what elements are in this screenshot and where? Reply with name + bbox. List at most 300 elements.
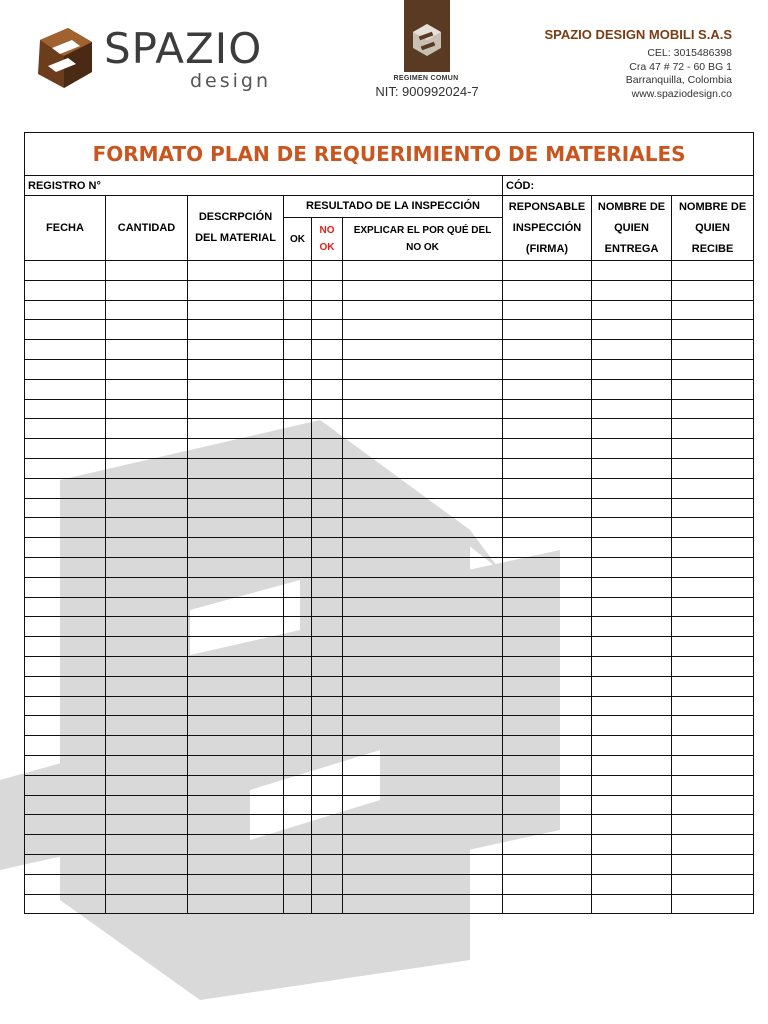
form-cell[interactable] <box>592 894 672 914</box>
form-cell[interactable] <box>343 597 503 617</box>
form-cell[interactable] <box>503 577 592 597</box>
form-cell[interactable] <box>592 320 672 340</box>
form-cell[interactable] <box>106 320 188 340</box>
form-cell[interactable] <box>592 359 672 379</box>
form-cell[interactable] <box>25 894 106 914</box>
form-cell[interactable] <box>284 261 312 281</box>
form-cell[interactable] <box>343 359 503 379</box>
form-cell[interactable] <box>188 854 284 874</box>
form-cell[interactable] <box>284 696 312 716</box>
form-cell[interactable] <box>672 577 754 597</box>
form-cell[interactable] <box>672 775 754 795</box>
form-cell[interactable] <box>106 854 188 874</box>
form-cell[interactable] <box>343 458 503 478</box>
form-cell[interactable] <box>592 795 672 815</box>
form-cell[interactable] <box>106 676 188 696</box>
form-cell[interactable] <box>672 518 754 538</box>
form-cell[interactable] <box>592 518 672 538</box>
form-cell[interactable] <box>503 498 592 518</box>
form-cell[interactable] <box>106 280 188 300</box>
form-cell[interactable] <box>312 617 343 637</box>
form-cell[interactable] <box>503 656 592 676</box>
form-cell[interactable] <box>284 498 312 518</box>
form-cell[interactable] <box>188 676 284 696</box>
form-cell[interactable] <box>284 716 312 736</box>
form-cell[interactable] <box>343 775 503 795</box>
form-cell[interactable] <box>284 478 312 498</box>
form-cell[interactable] <box>312 656 343 676</box>
form-cell[interactable] <box>343 617 503 637</box>
form-cell[interactable] <box>106 815 188 835</box>
form-cell[interactable] <box>25 320 106 340</box>
form-cell[interactable] <box>343 379 503 399</box>
form-cell[interactable] <box>25 399 106 419</box>
form-cell[interactable] <box>25 637 106 657</box>
form-cell[interactable] <box>503 300 592 320</box>
table-row <box>25 340 754 360</box>
form-cell[interactable] <box>188 538 284 558</box>
form-cell[interactable] <box>284 359 312 379</box>
form-cell[interactable] <box>503 399 592 419</box>
form-cell[interactable] <box>25 656 106 676</box>
form-cell[interactable] <box>503 676 592 696</box>
form-cell[interactable] <box>672 280 754 300</box>
form-cell[interactable] <box>312 835 343 855</box>
form-cell[interactable] <box>188 716 284 736</box>
form-cell[interactable] <box>188 835 284 855</box>
form-cell[interactable] <box>672 637 754 657</box>
form-cell[interactable] <box>312 280 343 300</box>
form-cell[interactable] <box>312 419 343 439</box>
form-cell[interactable] <box>25 478 106 498</box>
form-cell[interactable] <box>672 815 754 835</box>
form-cell[interactable] <box>312 795 343 815</box>
form-cell[interactable] <box>188 736 284 756</box>
form-cell[interactable] <box>25 597 106 617</box>
form-cell[interactable] <box>343 300 503 320</box>
form-cell[interactable] <box>188 696 284 716</box>
form-cell[interactable] <box>188 637 284 657</box>
form-cell[interactable] <box>503 379 592 399</box>
form-cell[interactable] <box>25 518 106 538</box>
form-cell[interactable] <box>592 815 672 835</box>
form-cell[interactable] <box>312 775 343 795</box>
form-cell[interactable] <box>672 557 754 577</box>
form-cell[interactable] <box>312 300 343 320</box>
form-cell[interactable] <box>503 835 592 855</box>
form-cell[interactable] <box>312 894 343 914</box>
form-cell[interactable] <box>25 755 106 775</box>
form-cell[interactable] <box>672 320 754 340</box>
form-cell[interactable] <box>672 795 754 815</box>
form-cell[interactable] <box>106 261 188 281</box>
form-cell[interactable] <box>284 775 312 795</box>
form-cell[interactable] <box>672 300 754 320</box>
form-cell[interactable] <box>25 815 106 835</box>
form-cell[interactable] <box>25 359 106 379</box>
form-cell[interactable] <box>188 656 284 676</box>
form-cell[interactable] <box>672 696 754 716</box>
form-cell[interactable] <box>106 557 188 577</box>
form-cell[interactable] <box>343 419 503 439</box>
form-cell[interactable] <box>503 518 592 538</box>
form-cell[interactable] <box>188 577 284 597</box>
form-cell[interactable] <box>188 458 284 478</box>
form-cell[interactable] <box>312 696 343 716</box>
form-cell[interactable] <box>343 835 503 855</box>
form-cell[interactable] <box>592 716 672 736</box>
form-cell[interactable] <box>503 557 592 577</box>
form-cell[interactable] <box>188 439 284 459</box>
form-cell[interactable] <box>106 696 188 716</box>
form-cell[interactable] <box>343 280 503 300</box>
form-cell[interactable] <box>312 736 343 756</box>
form-cell[interactable] <box>592 874 672 894</box>
form-cell[interactable] <box>106 419 188 439</box>
form-cell[interactable] <box>188 874 284 894</box>
form-cell[interactable] <box>25 716 106 736</box>
form-cell[interactable] <box>592 498 672 518</box>
form-cell[interactable] <box>503 320 592 340</box>
form-cell[interactable] <box>188 557 284 577</box>
form-cell[interactable] <box>284 340 312 360</box>
form-cell[interactable] <box>312 577 343 597</box>
form-cell[interactable] <box>25 498 106 518</box>
form-cell[interactable] <box>106 597 188 617</box>
form-cell[interactable] <box>188 478 284 498</box>
form-cell[interactable] <box>312 557 343 577</box>
form-cell[interactable] <box>106 518 188 538</box>
form-cell[interactable] <box>503 854 592 874</box>
form-cell[interactable] <box>188 320 284 340</box>
form-cell[interactable] <box>672 399 754 419</box>
form-cell[interactable] <box>106 439 188 459</box>
form-cell[interactable] <box>106 478 188 498</box>
form-cell[interactable] <box>343 478 503 498</box>
form-cell[interactable] <box>25 261 106 281</box>
form-cell[interactable] <box>284 280 312 300</box>
form-cell[interactable] <box>343 854 503 874</box>
form-cell[interactable] <box>188 498 284 518</box>
form-cell[interactable] <box>343 320 503 340</box>
form-cell[interactable] <box>343 736 503 756</box>
form-cell[interactable] <box>503 874 592 894</box>
form-cell[interactable] <box>592 577 672 597</box>
form-cell[interactable] <box>188 280 284 300</box>
form-cell[interactable] <box>672 736 754 756</box>
form-cell[interactable] <box>106 340 188 360</box>
form-cell[interactable] <box>188 597 284 617</box>
form-cell[interactable] <box>343 498 503 518</box>
form-cell[interactable] <box>343 874 503 894</box>
form-cell[interactable] <box>343 340 503 360</box>
form-cell[interactable] <box>188 894 284 914</box>
form-cell[interactable] <box>312 874 343 894</box>
form-cell[interactable] <box>503 419 592 439</box>
registro-field[interactable] <box>25 176 503 196</box>
form-cell[interactable] <box>592 439 672 459</box>
form-cell[interactable] <box>592 261 672 281</box>
form-cell[interactable] <box>343 538 503 558</box>
form-cell[interactable] <box>106 894 188 914</box>
form-cell[interactable] <box>592 538 672 558</box>
form-cell[interactable] <box>284 835 312 855</box>
form-cell[interactable] <box>312 359 343 379</box>
form-cell[interactable] <box>312 340 343 360</box>
form-cell[interactable] <box>503 815 592 835</box>
form-cell[interactable] <box>284 617 312 637</box>
form-cell[interactable] <box>25 617 106 637</box>
form-cell[interactable] <box>672 617 754 637</box>
form-cell[interactable] <box>25 300 106 320</box>
form-cell[interactable] <box>592 755 672 775</box>
form-cell[interactable] <box>25 419 106 439</box>
form-cell[interactable] <box>284 320 312 340</box>
form-cell[interactable] <box>188 340 284 360</box>
form-cell[interactable] <box>284 676 312 696</box>
form-cell[interactable] <box>672 676 754 696</box>
form-cell[interactable] <box>312 676 343 696</box>
form-cell[interactable] <box>312 379 343 399</box>
form-cell[interactable] <box>188 399 284 419</box>
form-cell[interactable] <box>503 280 592 300</box>
form-cell[interactable] <box>592 696 672 716</box>
form-cell[interactable] <box>312 261 343 281</box>
form-cell[interactable] <box>106 399 188 419</box>
form-cell[interactable] <box>672 874 754 894</box>
form-cell[interactable] <box>25 775 106 795</box>
form-cell[interactable] <box>188 795 284 815</box>
form-cell[interactable] <box>592 617 672 637</box>
form-cell[interactable] <box>672 261 754 281</box>
form-cell[interactable] <box>343 696 503 716</box>
form-cell[interactable] <box>284 419 312 439</box>
form-cell[interactable] <box>503 538 592 558</box>
form-cell[interactable] <box>312 716 343 736</box>
form-cell[interactable] <box>106 874 188 894</box>
form-cell[interactable] <box>188 261 284 281</box>
form-cell[interactable] <box>106 379 188 399</box>
form-cell[interactable] <box>188 518 284 538</box>
form-cell[interactable] <box>503 340 592 360</box>
form-cell[interactable] <box>592 676 672 696</box>
form-cell[interactable] <box>312 538 343 558</box>
form-cell[interactable] <box>25 458 106 478</box>
form-cell[interactable] <box>106 795 188 815</box>
form-cell[interactable] <box>284 439 312 459</box>
form-cell[interactable] <box>106 736 188 756</box>
form-cell[interactable] <box>672 755 754 775</box>
form-cell[interactable] <box>312 399 343 419</box>
form-cell[interactable] <box>284 597 312 617</box>
form-cell[interactable] <box>106 835 188 855</box>
form-cell[interactable] <box>343 557 503 577</box>
form-cell[interactable] <box>343 795 503 815</box>
form-cell[interactable] <box>503 736 592 756</box>
form-cell[interactable] <box>503 478 592 498</box>
form-cell[interactable] <box>25 280 106 300</box>
form-cell[interactable] <box>106 538 188 558</box>
form-cell[interactable] <box>188 775 284 795</box>
form-cell[interactable] <box>343 518 503 538</box>
form-cell[interactable] <box>25 795 106 815</box>
form-cell[interactable] <box>25 696 106 716</box>
form-cell[interactable] <box>672 597 754 617</box>
form-cell[interactable] <box>672 359 754 379</box>
form-cell[interactable] <box>592 478 672 498</box>
form-cell[interactable] <box>106 577 188 597</box>
form-cell[interactable] <box>503 795 592 815</box>
form-cell[interactable] <box>343 261 503 281</box>
form-cell[interactable] <box>106 637 188 657</box>
form-cell[interactable] <box>312 854 343 874</box>
form-cell[interactable] <box>592 399 672 419</box>
form-cell[interactable] <box>284 854 312 874</box>
form-cell[interactable] <box>503 637 592 657</box>
form-cell[interactable] <box>284 815 312 835</box>
form-cell[interactable] <box>106 656 188 676</box>
form-cell[interactable] <box>343 894 503 914</box>
form-cell[interactable] <box>592 597 672 617</box>
form-cell[interactable] <box>284 736 312 756</box>
form-cell[interactable] <box>284 379 312 399</box>
form-cell[interactable] <box>284 656 312 676</box>
form-cell[interactable] <box>284 458 312 478</box>
form-cell[interactable] <box>312 458 343 478</box>
form-cell[interactable] <box>672 340 754 360</box>
form-cell[interactable] <box>672 538 754 558</box>
form-cell[interactable] <box>25 340 106 360</box>
form-cell[interactable] <box>503 775 592 795</box>
form-cell[interactable] <box>343 399 503 419</box>
form-cell[interactable] <box>188 617 284 637</box>
form-cell[interactable] <box>592 419 672 439</box>
form-cell[interactable] <box>312 755 343 775</box>
form-cell[interactable] <box>592 854 672 874</box>
form-cell[interactable] <box>25 736 106 756</box>
form-cell[interactable] <box>106 359 188 379</box>
form-cell[interactable] <box>503 597 592 617</box>
form-cell[interactable] <box>592 280 672 300</box>
form-cell[interactable] <box>312 518 343 538</box>
form-cell[interactable] <box>343 815 503 835</box>
form-cell[interactable] <box>312 478 343 498</box>
form-cell[interactable] <box>25 379 106 399</box>
form-cell[interactable] <box>672 894 754 914</box>
form-cell[interactable] <box>25 874 106 894</box>
form-cell[interactable] <box>672 656 754 676</box>
form-cell[interactable] <box>106 716 188 736</box>
form-cell[interactable] <box>343 577 503 597</box>
form-cell[interactable] <box>343 755 503 775</box>
form-cell[interactable] <box>25 835 106 855</box>
form-cell[interactable] <box>284 577 312 597</box>
form-cell[interactable] <box>592 775 672 795</box>
form-cell[interactable] <box>284 538 312 558</box>
form-cell[interactable] <box>592 557 672 577</box>
form-cell[interactable] <box>25 538 106 558</box>
form-cell[interactable] <box>592 637 672 657</box>
form-cell[interactable] <box>503 755 592 775</box>
form-cell[interactable] <box>592 300 672 320</box>
form-cell[interactable] <box>343 716 503 736</box>
form-cell[interactable] <box>592 379 672 399</box>
form-cell[interactable] <box>312 637 343 657</box>
form-cell[interactable] <box>284 894 312 914</box>
form-cell[interactable] <box>284 518 312 538</box>
form-cell[interactable] <box>672 419 754 439</box>
form-cell[interactable] <box>592 458 672 478</box>
form-cell[interactable] <box>106 300 188 320</box>
form-cell[interactable] <box>672 439 754 459</box>
form-cell[interactable] <box>188 815 284 835</box>
cod-field[interactable] <box>503 176 754 196</box>
form-cell[interactable] <box>188 379 284 399</box>
form-cell[interactable] <box>343 439 503 459</box>
form-cell[interactable] <box>672 478 754 498</box>
form-cell[interactable] <box>106 617 188 637</box>
form-cell[interactable] <box>106 755 188 775</box>
form-cell[interactable] <box>672 854 754 874</box>
form-cell[interactable] <box>188 359 284 379</box>
form-cell[interactable] <box>672 716 754 736</box>
form-cell[interactable] <box>343 637 503 657</box>
form-cell[interactable] <box>503 696 592 716</box>
form-cell[interactable] <box>312 498 343 518</box>
form-cell[interactable] <box>592 656 672 676</box>
form-cell[interactable] <box>503 261 592 281</box>
form-cell[interactable] <box>106 458 188 478</box>
form-cell[interactable] <box>284 557 312 577</box>
form-cell[interactable] <box>284 755 312 775</box>
form-cell[interactable] <box>503 716 592 736</box>
form-cell[interactable] <box>312 320 343 340</box>
form-cell[interactable] <box>284 399 312 419</box>
form-cell[interactable] <box>284 300 312 320</box>
form-cell[interactable] <box>25 676 106 696</box>
form-cell[interactable] <box>25 439 106 459</box>
form-cell[interactable] <box>592 340 672 360</box>
form-cell[interactable] <box>312 597 343 617</box>
form-cell[interactable] <box>284 874 312 894</box>
form-cell[interactable] <box>312 815 343 835</box>
form-cell[interactable] <box>592 835 672 855</box>
form-cell[interactable] <box>503 458 592 478</box>
form-cell[interactable] <box>592 736 672 756</box>
form-cell[interactable] <box>188 300 284 320</box>
form-cell[interactable] <box>503 894 592 914</box>
form-cell[interactable] <box>106 498 188 518</box>
form-cell[interactable] <box>284 637 312 657</box>
form-cell[interactable] <box>503 439 592 459</box>
form-cell[interactable] <box>25 854 106 874</box>
form-cell[interactable] <box>25 557 106 577</box>
form-cell[interactable] <box>503 359 592 379</box>
form-cell[interactable] <box>188 419 284 439</box>
form-cell[interactable] <box>312 439 343 459</box>
form-cell[interactable] <box>672 835 754 855</box>
form-cell[interactable] <box>672 498 754 518</box>
form-cell[interactable] <box>284 795 312 815</box>
form-cell[interactable] <box>343 656 503 676</box>
form-cell[interactable] <box>343 676 503 696</box>
form-cell[interactable] <box>672 379 754 399</box>
form-cell[interactable] <box>106 775 188 795</box>
form-cell[interactable] <box>672 458 754 478</box>
form-cell[interactable] <box>25 577 106 597</box>
form-cell[interactable] <box>188 755 284 775</box>
form-cell[interactable] <box>503 617 592 637</box>
